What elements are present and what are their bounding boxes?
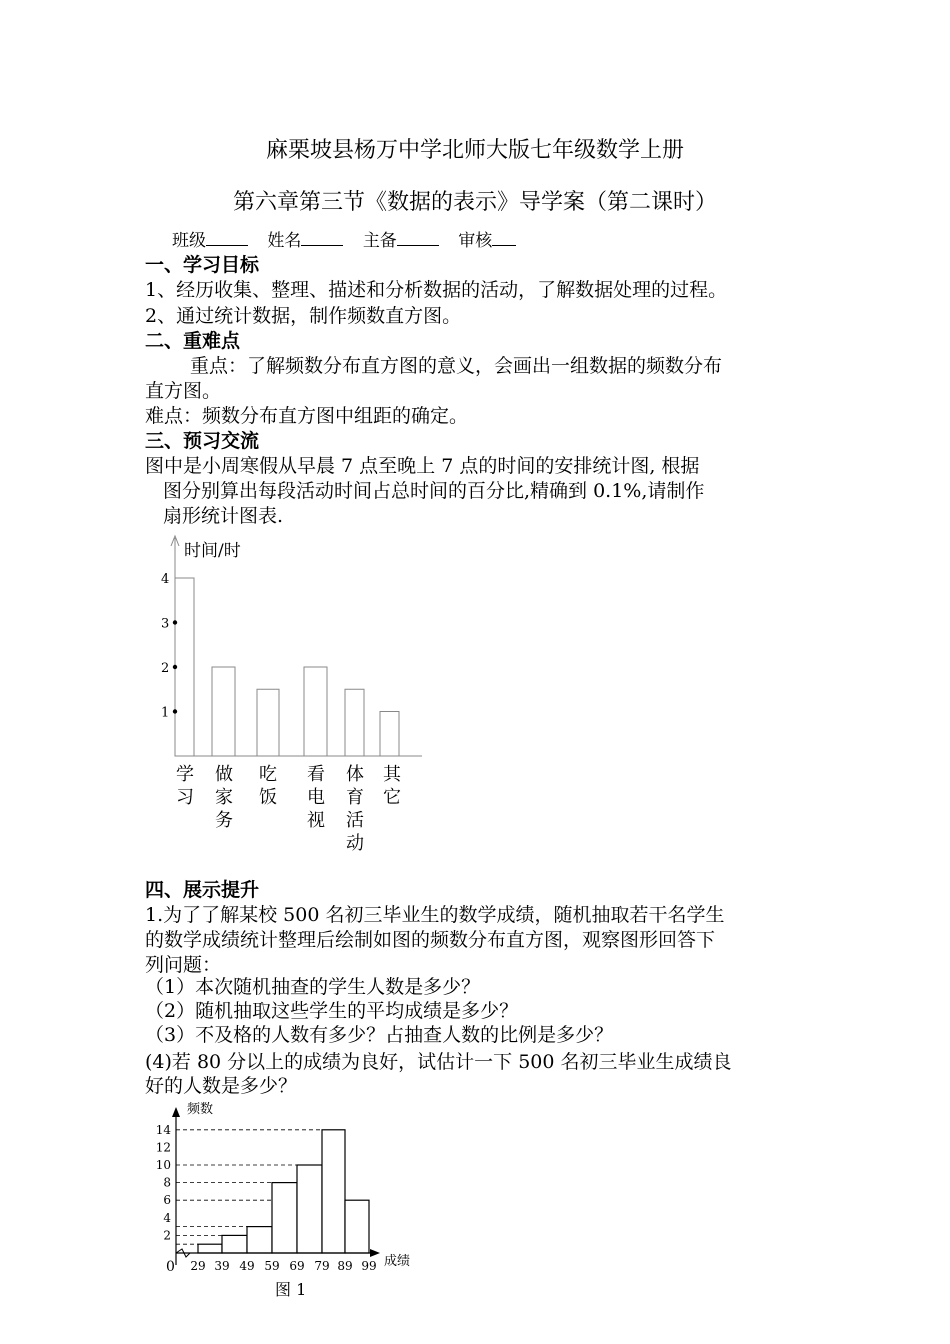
difficulty-text: 难点：频数分布直方图中组距的确定。	[145, 405, 469, 427]
chart1-category-label: 体育活动	[346, 764, 364, 854]
chart2-bar	[222, 1235, 247, 1253]
chart2-y-tick-label: 4	[163, 1210, 171, 1225]
document-subtitle: 第六章第三节《数据的表示》导学案（第二课时）	[232, 190, 717, 215]
chart1-y-tick-dot	[173, 620, 177, 624]
chart2-x-tick-label: 69	[289, 1259, 305, 1273]
chart1-category-label: 其它	[383, 764, 401, 808]
goal-item: 1、经历收集、整理、描述和分析数据的活动，了解数据处理的过程。	[145, 279, 728, 301]
chart2-x-tick-label: 49	[239, 1259, 255, 1273]
preview-paragraph: 图分别算出每段活动时间占总时间的百分比,精确到 0.1%,请制作	[163, 480, 705, 502]
chart2-bar	[322, 1130, 345, 1253]
problem-text: 的数学成绩统计整理后绘制如图的频数分布直方图，观察图形回答下	[145, 929, 716, 951]
chart1-category-label: 学习	[176, 764, 194, 808]
chart1-y-tick-dot	[173, 665, 177, 669]
chart2-caption: 图 1	[275, 1280, 307, 1299]
chart2-bar	[345, 1200, 369, 1253]
chart2-y-tick-label: 2	[163, 1228, 171, 1243]
chart2-y-tick-label: 12	[155, 1140, 171, 1155]
chart2-y-axis-arrow	[172, 1107, 180, 1117]
problem-text: 1.为了了解某校 500 名初三毕业生的数学成绩，随机抽取若干名学生	[145, 904, 725, 926]
section-heading-showcase: 四、展示提升	[145, 879, 260, 901]
chart2-y-tick-label: 14	[155, 1122, 171, 1137]
chart2-bar	[198, 1244, 222, 1253]
chart2-bar	[247, 1227, 272, 1253]
class-label: 班级	[172, 231, 206, 251]
chart1-y-tick-label: 2	[161, 661, 170, 676]
name-blank	[301, 229, 343, 246]
chart2-x-tick-label: 29	[190, 1259, 206, 1273]
chart2-x-tick-label: 99	[361, 1259, 377, 1273]
review-blank	[492, 229, 516, 246]
chart2-x-axis-label: 成绩	[384, 1254, 411, 1269]
document-title: 麻栗坡县杨万中学北师大版七年级数学上册	[265, 138, 684, 163]
chart2-x-tick-label: 59	[264, 1259, 280, 1273]
question-4: 好的人数是多少？	[145, 1075, 298, 1097]
chart1-bar	[304, 667, 327, 756]
question-3: （3）不及格的人数有多少？占抽查人数的比例是多少？	[145, 1024, 614, 1046]
chart2-x-ticks	[190, 1259, 376, 1273]
review-label: 审核	[458, 231, 493, 251]
chart2-x-tick-label: 89	[337, 1259, 353, 1273]
chart2-y-ticks	[156, 1123, 172, 1243]
chart1-bar	[175, 578, 194, 756]
chart1-category-label: 做家务	[215, 764, 233, 831]
problem-text: 列问题：	[145, 954, 222, 976]
section-heading-preview: 三、预习交流	[145, 430, 260, 452]
chart1-bar	[380, 712, 399, 757]
chart2-y-tick-label: 10	[155, 1158, 171, 1172]
question-2: （2）随机抽取这些学生的平均成绩是多少？	[145, 1000, 519, 1022]
chart1-category-label: 吃饭	[259, 764, 277, 808]
chart2-x-tick-label: 79	[314, 1259, 330, 1273]
section-heading-key-points: 二、重难点	[145, 330, 241, 352]
chart1-y-tick-dot	[173, 709, 177, 713]
time-allocation-chart	[140, 530, 440, 860]
chart1-bar	[345, 689, 364, 756]
chart2-bars	[198, 1130, 369, 1253]
frequency-histogram	[140, 1095, 440, 1305]
chart2-y-tick-label: 8	[163, 1175, 171, 1190]
preview-paragraph: 扇形统计图表.	[163, 505, 284, 527]
chart2-x-axis-arrow	[370, 1249, 380, 1257]
key-point-text: 重点：了解频数分布直方图的意义，会画出一组数据的频数分布	[190, 355, 723, 377]
chart2-x-tick-label: 39	[214, 1259, 230, 1273]
question-4: (4)若 80 分以上的成绩为良好，试估计一下 500 名初三毕业生成绩良	[145, 1051, 732, 1073]
chart1-bar	[257, 689, 279, 756]
prepare-label: 主备	[362, 231, 397, 251]
chart2-y-axis-label: 频数	[187, 1102, 214, 1117]
chart2-bar	[272, 1183, 297, 1253]
chart1-y-axis-label: 时间/时	[184, 541, 241, 561]
chart2-y-tick-label: 6	[163, 1193, 171, 1208]
chart1-y-tick-label: 1	[161, 705, 170, 721]
student-info-line	[172, 226, 530, 251]
class-blank	[206, 229, 248, 246]
preview-paragraph: 图中是小周寒假从早晨 7 点至晚上 7 点的时间的安排统计图, 根据	[145, 455, 700, 477]
chart2-origin-label: 0	[166, 1259, 175, 1275]
name-label: 姓名	[267, 231, 302, 251]
section-heading-goals: 一、学习目标	[145, 254, 260, 276]
question-1: （1）本次随机抽查的学生人数是多少？	[145, 976, 481, 998]
chart1-y-tick-label: 4	[161, 572, 170, 587]
chart1-category-label: 看电视	[307, 764, 325, 831]
key-point-text: 直方图。	[145, 380, 222, 402]
prepare-blank	[397, 229, 439, 246]
chart1-bar	[212, 667, 235, 756]
chart1-category-labels	[176, 764, 402, 854]
goal-item: 2、通过统计数据，制作频数直方图。	[145, 305, 462, 327]
chart1-bars	[175, 578, 399, 756]
chart2-bar	[297, 1165, 322, 1253]
chart1-y-tick-label: 3	[161, 616, 170, 632]
chart1-axes	[171, 536, 422, 756]
